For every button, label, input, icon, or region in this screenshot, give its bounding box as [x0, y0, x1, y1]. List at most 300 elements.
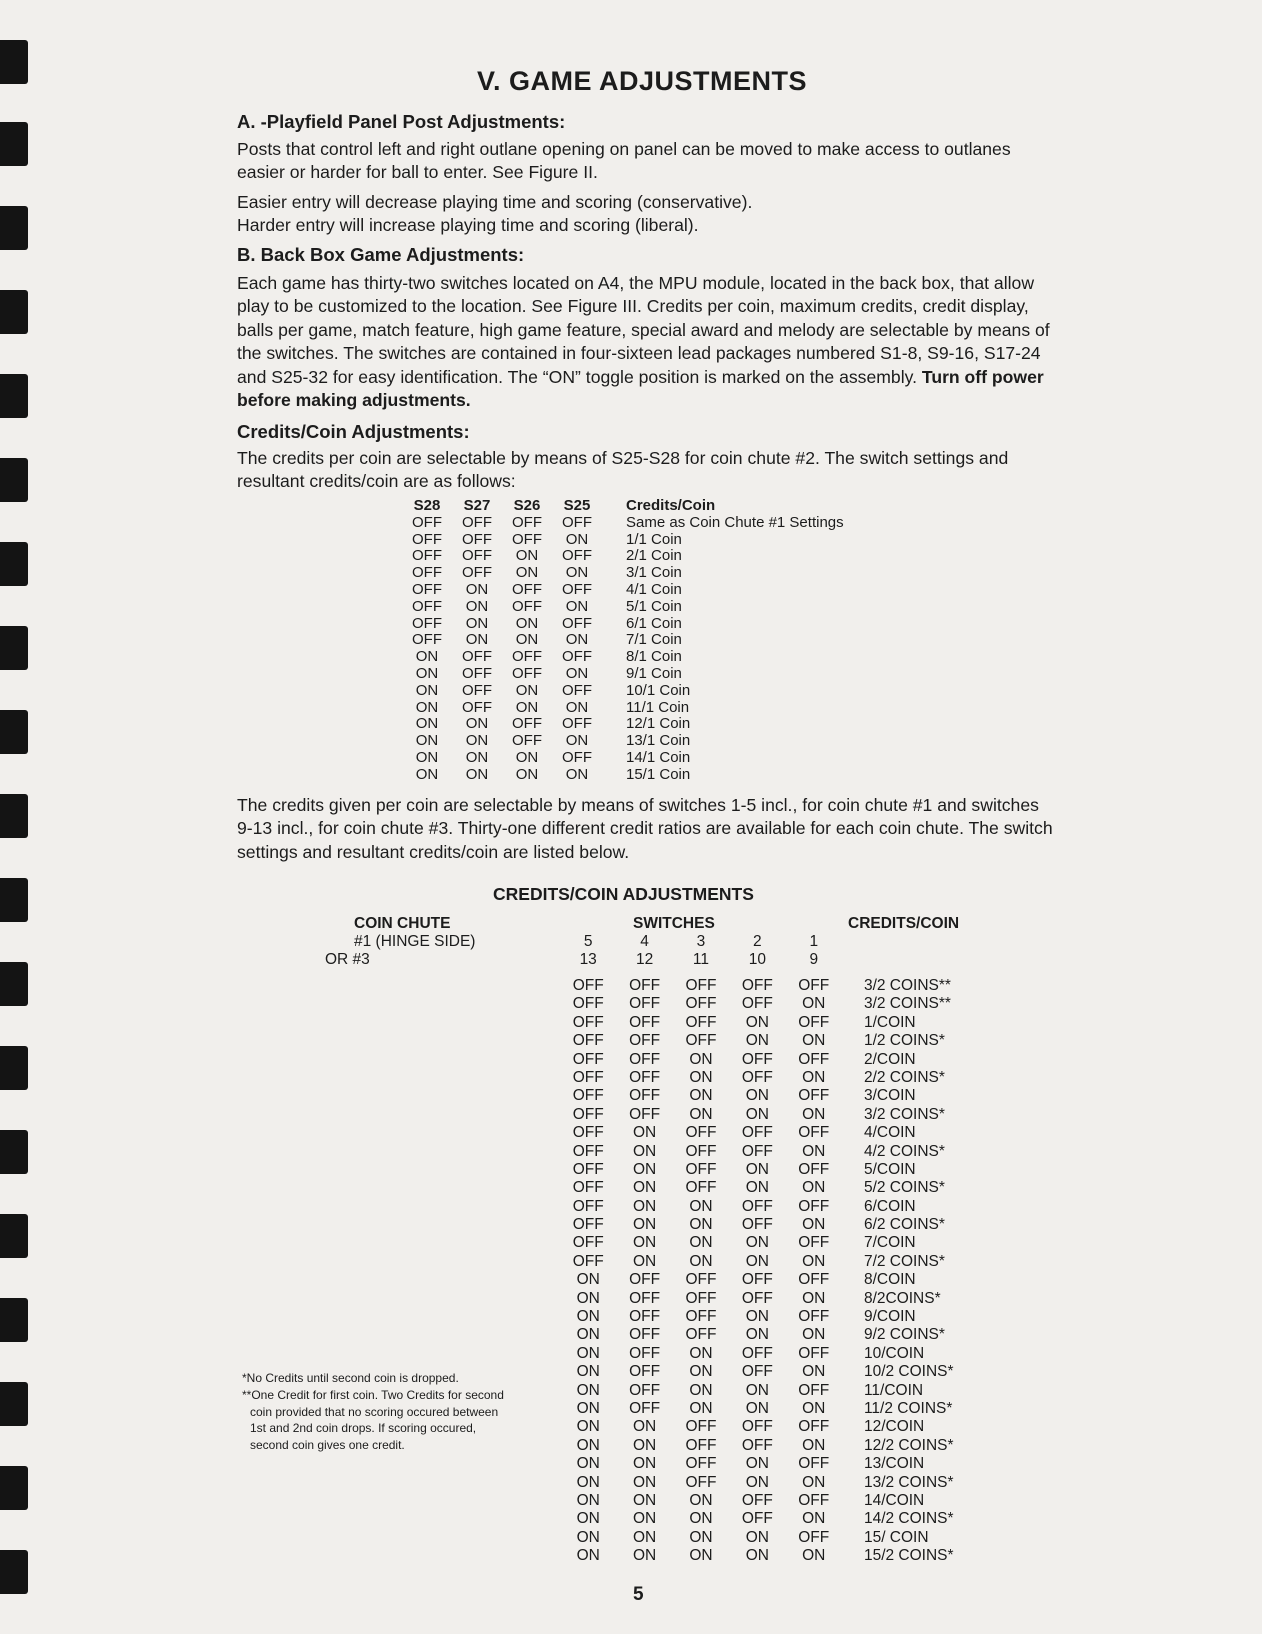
switch-setting: ON: [576, 1271, 600, 1289]
switch-number: 4: [640, 933, 649, 950]
binding-hole: [0, 1046, 28, 1090]
switch-setting: ON: [689, 1399, 713, 1417]
switch-setting: ON: [565, 530, 589, 548]
switch-setting: ON: [745, 1087, 769, 1105]
switch-setting: OFF: [572, 1105, 604, 1123]
chute3-switch-numbers: [560, 951, 842, 969]
switch-setting: ON: [632, 1179, 657, 1197]
switch-setting: OFF: [412, 530, 442, 548]
credits-value: 9/COIN: [863, 1308, 916, 1326]
switch-setting: OFF: [741, 1142, 773, 1160]
binding-hole: [0, 206, 28, 250]
switch-setting: ON: [745, 1399, 769, 1417]
switch-setting: OFF: [462, 698, 492, 716]
header-s25: S25: [563, 497, 591, 514]
switch-setting: OFF: [412, 597, 442, 615]
switch-setting: OFF: [629, 1289, 661, 1307]
chute2-table: [402, 498, 844, 784]
credits-row: [560, 1345, 954, 1363]
switch-setting: OFF: [572, 995, 604, 1013]
credits-row: [560, 1363, 954, 1381]
chute2-row: [402, 683, 844, 700]
credits-row: [560, 1455, 954, 1473]
credits-row: [560, 1032, 954, 1050]
switch-setting: OFF: [512, 715, 542, 733]
binding-hole: [0, 374, 28, 418]
credits-value: 11/COIN: [863, 1381, 924, 1399]
switch-setting: OFF: [741, 1491, 773, 1509]
switch-setting: OFF: [685, 977, 717, 994]
switch-setting: ON: [689, 1234, 713, 1252]
credits-value: 8/2COINS*: [863, 1289, 941, 1307]
footnote-single-star: *No Credits until second coin is dropped.: [242, 1371, 459, 1385]
switch-setting: ON: [465, 580, 489, 598]
switch-setting: ON: [802, 1252, 826, 1270]
switch-setting: OFF: [412, 580, 442, 598]
switch-setting: ON: [745, 1105, 769, 1123]
switch-setting: ON: [689, 1252, 713, 1270]
credits-row: [560, 1179, 954, 1197]
switch-setting: OFF: [685, 1271, 717, 1289]
switch-setting: ON: [415, 698, 439, 716]
switch-setting: OFF: [741, 1436, 773, 1454]
binding-hole: [0, 40, 28, 84]
switch-setting: OFF: [572, 1234, 604, 1252]
switch-setting: OFF: [798, 1087, 830, 1105]
chute2-row: [402, 599, 844, 616]
switch-setting: ON: [802, 1216, 826, 1234]
switch-setting: ON: [802, 1068, 826, 1086]
switch-number: 12: [635, 951, 654, 968]
switch-setting: OFF: [685, 995, 717, 1013]
chute2-row: [402, 565, 844, 582]
credits-value: 7/COIN: [863, 1234, 916, 1252]
credits-row: [560, 995, 954, 1013]
switch-setting: ON: [689, 1510, 713, 1528]
switch-setting: ON: [415, 681, 439, 699]
switch-setting: OFF: [741, 1289, 773, 1307]
switch-setting: ON: [576, 1381, 600, 1399]
switch-setting: ON: [415, 765, 439, 783]
switch-setting: ON: [689, 1087, 713, 1105]
switch-setting: OFF: [741, 1216, 773, 1234]
chute2-row: [402, 733, 844, 750]
switch-setting: OFF: [629, 1399, 661, 1417]
switch-setting: ON: [632, 1455, 657, 1473]
credits-row: [560, 1253, 954, 1271]
switch-setting: ON: [515, 614, 539, 632]
switch-setting: OFF: [512, 597, 542, 615]
switch-setting: ON: [689, 1344, 713, 1362]
credits-row: [560, 1143, 954, 1161]
binding-hole: [0, 626, 28, 670]
switch-setting: ON: [576, 1528, 600, 1546]
switch-setting: OFF: [572, 1160, 604, 1178]
switch-setting: OFF: [412, 614, 442, 632]
switch-number: 13: [579, 951, 597, 968]
switch-setting: ON: [415, 715, 439, 733]
credits-value: 6/COIN: [863, 1197, 916, 1215]
switch-setting: ON: [689, 1491, 713, 1509]
switch-setting: OFF: [798, 1455, 830, 1473]
switch-setting: OFF: [629, 1050, 661, 1068]
switch-setting: ON: [745, 1528, 769, 1546]
credits-value: 12/2 COINS*: [863, 1436, 954, 1454]
switch-setting: OFF: [512, 648, 542, 666]
switch-setting: ON: [632, 1491, 657, 1509]
switch-number: 5: [583, 933, 593, 950]
credits-value: 9/2 COINS*: [863, 1326, 945, 1344]
switch-setting: ON: [415, 648, 439, 666]
header-s28: S28: [413, 497, 441, 514]
switch-setting: OFF: [629, 995, 661, 1013]
switch-setting: ON: [576, 1491, 600, 1509]
switch-setting: OFF: [798, 1197, 830, 1215]
switch-setting: ON: [576, 1363, 600, 1381]
credits-value: 3/1 Coin: [626, 564, 682, 582]
credits-row: [560, 1382, 954, 1400]
credits-row: [560, 1087, 954, 1105]
switch-setting: OFF: [685, 1436, 717, 1454]
switch-setting: ON: [802, 1326, 826, 1344]
credits-row: [560, 1290, 954, 1308]
credits-value: 3/COIN: [863, 1087, 916, 1105]
binding-hole: [0, 1214, 28, 1258]
switch-setting: OFF: [629, 1363, 661, 1381]
switch-setting: ON: [802, 1179, 826, 1197]
credits-value: 1/2 COINS*: [863, 1032, 945, 1050]
switch-setting: ON: [745, 1179, 769, 1197]
credits-value: 9/1 Coin: [626, 664, 682, 682]
binding-hole: [0, 1466, 28, 1510]
section-a-heading: A. -Playfield Panel Post Adjustments:: [237, 111, 566, 132]
switch-setting: OFF: [562, 715, 592, 733]
switch-setting: OFF: [462, 648, 492, 666]
credits-coin-heading: Credits/Coin Adjustments:: [237, 421, 470, 442]
credits-value: 14/1 Coin: [626, 748, 691, 766]
switch-setting: OFF: [629, 1068, 661, 1086]
switch-number: 3: [696, 933, 706, 950]
switch-setting: OFF: [629, 1308, 661, 1326]
switch-setting: ON: [465, 765, 489, 783]
credits-row: [560, 1418, 954, 1436]
credits-row: [560, 1124, 954, 1142]
chute2-row: [402, 532, 844, 549]
switch-setting: OFF: [562, 547, 592, 565]
credits-coin-para: The credits per coin are selectable by means of S25-S28 for coin chute #2. The switch settings and resultant credits/coin are as follows:: [237, 448, 1009, 492]
chute2-row: [402, 649, 844, 666]
credits-value: 3/2 COINS**: [863, 977, 951, 994]
header-s26: S26: [513, 497, 541, 514]
switch-setting: ON: [632, 1473, 657, 1491]
switch-setting: ON: [632, 1197, 657, 1215]
switch-setting: ON: [745, 1160, 769, 1178]
binding-hole: [0, 710, 28, 754]
switch-setting: ON: [515, 681, 539, 699]
switch-setting: OFF: [462, 664, 492, 682]
switch-setting: OFF: [572, 1032, 604, 1050]
credits-value: 7/2 COINS*: [863, 1252, 945, 1270]
credits-value: 3/2 COINS*: [863, 1105, 945, 1123]
switch-setting: ON: [576, 1326, 600, 1344]
switch-setting: OFF: [629, 1105, 661, 1123]
switch-setting: OFF: [798, 1013, 830, 1031]
credits-value: 10/1 Coin: [626, 681, 691, 699]
switch-setting: OFF: [798, 1308, 830, 1326]
switch-setting: ON: [632, 1510, 657, 1528]
page-number: 5: [633, 1584, 644, 1605]
credits-value: 14/COIN: [863, 1491, 925, 1509]
switch-setting: OFF: [512, 580, 542, 598]
switch-setting: ON: [465, 597, 489, 615]
credits-value: 1/1 Coin: [626, 530, 682, 548]
credits-value: 10/COIN: [863, 1344, 925, 1362]
binding-hole: [0, 1130, 28, 1174]
or-chute3-label: OR #3: [325, 951, 370, 968]
credits-value: Same as Coin Chute #1 Settings: [626, 513, 844, 531]
switch-setting: ON: [515, 765, 539, 783]
switch-setting: ON: [802, 995, 826, 1013]
switch-setting: OFF: [798, 1344, 830, 1362]
switch-setting: OFF: [572, 1142, 604, 1160]
switch-setting: ON: [745, 1234, 769, 1252]
credits-value: 1/COIN: [863, 1013, 916, 1031]
switch-setting: OFF: [685, 1326, 717, 1344]
credits-value: 4/1 Coin: [626, 580, 682, 598]
switch-setting: ON: [632, 1436, 657, 1454]
credits-value: 2/1 Coin: [626, 547, 682, 565]
switch-setting: ON: [632, 1216, 657, 1234]
switch-setting: ON: [565, 765, 589, 783]
switch-setting: OFF: [572, 1197, 604, 1215]
switch-setting: OFF: [412, 631, 442, 649]
spiral-binding: [0, 0, 40, 1634]
switch-setting: OFF: [798, 1381, 830, 1399]
credits-value: 4/COIN: [863, 1124, 916, 1142]
switch-setting: ON: [565, 631, 589, 649]
switch-setting: ON: [802, 1399, 826, 1417]
binding-hole: [0, 1550, 28, 1594]
credits-row: [560, 1437, 954, 1455]
switch-setting: ON: [689, 1216, 713, 1234]
switch-setting: OFF: [741, 1068, 773, 1086]
credits-row: [560, 1547, 954, 1565]
switch-setting: ON: [576, 1418, 600, 1436]
switch-setting: OFF: [798, 1271, 830, 1289]
credits-coin-para2: The credits given per coin are selectable by means of switches 1-5 incl., for coin chute #1 and switches 9-13 incl., for coin chute #3. Thirty-one different credit ratios are available for each coin chute. The switch settings and resultant credits/coin are listed below.: [237, 795, 1053, 862]
switch-setting: OFF: [412, 564, 442, 582]
switch-setting: OFF: [572, 1068, 604, 1086]
credits-row: [560, 1216, 954, 1234]
switch-setting: OFF: [798, 1418, 830, 1436]
switch-setting: OFF: [741, 995, 773, 1013]
switch-setting: OFF: [562, 681, 592, 699]
switch-setting: ON: [745, 1547, 769, 1565]
switch-setting: ON: [565, 564, 589, 582]
chute2-table-body: [402, 515, 844, 784]
header-credits-coin: Credits/Coin: [626, 497, 716, 514]
switch-setting: ON: [465, 732, 489, 750]
switch-setting: OFF: [572, 1216, 604, 1234]
switch-setting: OFF: [741, 1050, 773, 1068]
footnote-double-star-line: second coin gives one credit.: [250, 1438, 405, 1453]
switch-setting: OFF: [629, 1381, 661, 1399]
switch-setting: OFF: [512, 530, 542, 548]
switch-setting: ON: [689, 1050, 713, 1068]
switch-number: 1: [809, 933, 819, 950]
switch-setting: ON: [802, 1142, 826, 1160]
switch-setting: ON: [745, 1252, 769, 1270]
switch-setting: OFF: [572, 1179, 604, 1197]
header-s27: S27: [463, 497, 491, 514]
switch-setting: OFF: [685, 1013, 717, 1031]
switch-setting: ON: [465, 631, 489, 649]
switch-setting: OFF: [629, 1344, 661, 1362]
switch-setting: OFF: [741, 1124, 773, 1142]
switch-setting: OFF: [562, 513, 592, 531]
binding-hole: [0, 458, 28, 502]
switch-setting: ON: [632, 1252, 657, 1270]
switch-setting: ON: [745, 1381, 769, 1399]
switch-setting: ON: [802, 1473, 826, 1491]
footnote-double-star-line: coin provided that no scoring occured between: [250, 1404, 499, 1419]
switch-setting: ON: [689, 1381, 713, 1399]
switch-setting: OFF: [562, 648, 592, 666]
switch-setting: ON: [802, 1510, 826, 1528]
switch-setting: ON: [565, 664, 589, 682]
credits-value: 4/2 COINS*: [863, 1142, 945, 1160]
credits-value: 13/2 COINS*: [863, 1473, 954, 1491]
power-warning: Turn off power before making adjustments.: [237, 366, 1044, 411]
switch-setting: ON: [515, 547, 539, 565]
page-title: V. GAME ADJUSTMENTS: [477, 66, 808, 96]
switch-setting: OFF: [798, 1234, 830, 1252]
credits-value: 6/1 Coin: [626, 614, 682, 632]
chute2-row: [402, 666, 844, 683]
chute1-switch-numbers: [560, 933, 842, 951]
switch-number: 11: [692, 951, 710, 968]
credits-row: [560, 1069, 954, 1087]
section-b-heading: B. Back Box Game Adjustments:: [237, 244, 525, 265]
switch-setting: OFF: [685, 1455, 717, 1473]
switch-setting: OFF: [685, 1473, 717, 1491]
switch-setting: ON: [576, 1473, 600, 1491]
credits-row: [560, 1106, 954, 1124]
credits-value: 8/1 Coin: [626, 648, 682, 666]
chute2-row: [402, 767, 844, 784]
switch-setting: OFF: [412, 547, 442, 565]
switch-number: 9: [809, 951, 819, 968]
credits-value: 15/ COIN: [863, 1528, 929, 1546]
switch-setting: ON: [576, 1455, 600, 1473]
switch-setting: OFF: [685, 1160, 717, 1178]
switch-setting: OFF: [629, 1087, 661, 1105]
switch-setting: OFF: [572, 1252, 604, 1270]
credits-value: 2/2 COINS*: [863, 1068, 945, 1086]
switch-setting: ON: [632, 1528, 657, 1546]
credits-value: 14/2 COINS*: [863, 1510, 954, 1528]
switch-setting: OFF: [562, 614, 592, 632]
big-table-title: CREDITS/COIN ADJUSTMENTS: [493, 884, 754, 904]
switch-number: 2: [753, 933, 762, 950]
switch-setting: OFF: [512, 664, 542, 682]
chute2-row: [402, 632, 844, 649]
credits-value: 5/COIN: [863, 1160, 916, 1178]
credits-value: 2/COIN: [863, 1050, 916, 1068]
section-a-line1: Easier entry will decrease playing time and scoring (conservative).: [237, 192, 753, 212]
switch-setting: OFF: [629, 1271, 661, 1289]
switch-setting: ON: [632, 1124, 657, 1142]
switch-setting: OFF: [798, 977, 830, 994]
switch-setting: OFF: [629, 977, 661, 994]
switch-setting: ON: [745, 1473, 769, 1491]
credits-row: [560, 1326, 954, 1344]
switch-setting: OFF: [462, 564, 492, 582]
switch-setting: OFF: [572, 1087, 604, 1105]
credits-value: 7/1 Coin: [626, 631, 682, 649]
switch-setting: ON: [745, 1455, 769, 1473]
switch-setting: OFF: [512, 732, 542, 750]
switch-setting: ON: [576, 1399, 600, 1417]
switch-setting: ON: [632, 1234, 657, 1252]
switch-setting: OFF: [685, 1124, 717, 1142]
credits-row: [560, 1198, 954, 1216]
switch-setting: OFF: [562, 580, 592, 598]
footnotes: [242, 1370, 542, 1454]
credits-row: [560, 1510, 954, 1528]
switch-setting: ON: [415, 664, 439, 682]
switch-setting: ON: [576, 1289, 600, 1307]
credits-value: 12/1 Coin: [626, 715, 691, 733]
switch-setting: OFF: [798, 1491, 830, 1509]
switch-setting: ON: [745, 1326, 769, 1344]
credits-coin-header: CREDITS/COIN: [848, 915, 960, 932]
credits-row: [560, 1014, 954, 1032]
credits-value: 8/COIN: [863, 1271, 916, 1289]
switch-setting: ON: [576, 1436, 600, 1454]
credits-value: 6/2 COINS*: [863, 1216, 945, 1234]
switch-setting: ON: [576, 1344, 600, 1362]
credits-value: 3/2 COINS**: [863, 995, 951, 1013]
switch-setting: OFF: [741, 1197, 773, 1215]
binding-hole: [0, 542, 28, 586]
credits-value: 15/1 Coin: [626, 765, 691, 783]
switch-setting: OFF: [685, 1142, 717, 1160]
credits-value: 5/2 COINS*: [863, 1179, 945, 1197]
credits-row: [560, 1051, 954, 1069]
switches-header: SWITCHES: [633, 915, 715, 932]
binding-hole: [0, 878, 28, 922]
credits-row: [560, 1161, 954, 1179]
credits-row: [560, 1400, 954, 1418]
switch-setting: ON: [565, 597, 589, 615]
credits-row: [560, 1234, 954, 1252]
switch-setting: ON: [745, 1032, 769, 1050]
binding-hole: [0, 122, 28, 166]
switch-setting: OFF: [462, 547, 492, 565]
switch-setting: ON: [465, 715, 489, 733]
switch-setting: OFF: [462, 530, 492, 548]
credits-row: [560, 977, 954, 995]
switch-setting: OFF: [741, 1418, 773, 1436]
switch-setting: OFF: [741, 1344, 773, 1362]
credits-value: 11/1 Coin: [626, 698, 690, 716]
switch-setting: OFF: [462, 513, 492, 531]
switch-setting: ON: [689, 1363, 713, 1381]
switch-setting: ON: [415, 748, 439, 766]
switch-setting: ON: [565, 698, 589, 716]
chute2-row: [402, 750, 844, 767]
